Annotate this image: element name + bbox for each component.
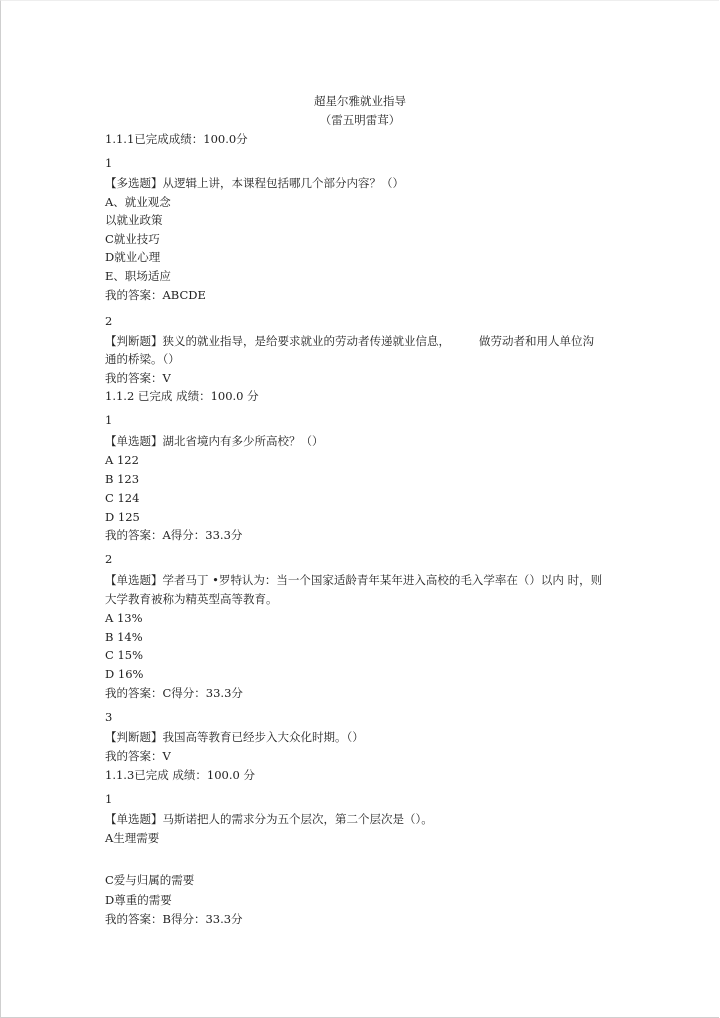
answer-option: A生理需要 — [105, 831, 160, 845]
question-stem-continued: 通的桥梁。（） — [105, 352, 180, 366]
my-answer: 我的答案：B得分：33.3分 — [105, 912, 243, 926]
answer-option: 以就业政策 — [105, 213, 163, 227]
document-title: 超星尔雅就业指导 — [314, 94, 406, 108]
question-stem: 【判断题】我国高等教育已经步入大众化时期。（） — [105, 730, 364, 744]
answer-option: B 123 — [105, 472, 140, 486]
answer-option: D 125 — [105, 510, 140, 524]
answer-option: E、职场适应 — [105, 269, 171, 283]
answer-option: A 122 — [105, 453, 139, 467]
answer-option: C爱与归属的需要 — [105, 873, 195, 887]
section-header: 1.1.1已完成成绩：100.0分 — [105, 132, 248, 146]
section-header: 1.1.3已完成 成绩：100.0 分 — [105, 768, 255, 782]
question-stem: 【单选题】马斯诺把人的需求分为五个层次，第二个层次是（）。 — [105, 812, 433, 826]
section-header: 1.1.2 已完成 成绩：100.0 分 — [105, 389, 259, 403]
question-stem-continued: 做劳动者和用人单位沟 — [479, 334, 594, 348]
document-subtitle: （雷五明雷茸） — [319, 113, 401, 127]
answer-option: D就业心理 — [105, 250, 161, 264]
answer-option: C就业技巧 — [105, 232, 160, 246]
my-answer: 我的答案：ABCDE — [105, 288, 206, 302]
answer-option: D 16% — [105, 667, 144, 681]
question-number: 1 — [105, 156, 113, 170]
my-answer: 我的答案：V — [105, 371, 171, 385]
question-stem: 【单选题】学者马丁 •罗特认为：当一个国家适龄青年某年进入高校的毛入学率在（）以内 时，则 — [105, 573, 603, 587]
my-answer: 我的答案：A得分：33.3分 — [105, 528, 243, 542]
answer-option: C 124 — [105, 491, 140, 505]
question-number: 3 — [105, 710, 113, 724]
question-stem: 【判断题】狭义的就业指导，是给要求就业的劳动者传递就业信息， — [105, 334, 450, 348]
my-answer: 我的答案：C得分：33.3分 — [105, 686, 243, 700]
question-number: 2 — [105, 314, 113, 328]
answer-option: D尊重的需要 — [105, 893, 172, 907]
answer-option: B 14% — [105, 630, 143, 644]
answer-option: A 13% — [105, 611, 143, 625]
answer-option: C 15% — [105, 648, 144, 662]
question-number: 1 — [105, 413, 113, 427]
answer-option: A、就业观念 — [105, 195, 171, 209]
question-stem: 【单选题】湖北省境内有多少所高校？（） — [105, 434, 324, 448]
question-number: 1 — [105, 792, 113, 806]
my-answer: 我的答案：V — [105, 749, 171, 763]
question-number: 2 — [105, 552, 113, 566]
question-stem: 【多选题】从逻辑上讲，本课程包括哪几个部分内容？（） — [105, 176, 404, 190]
question-stem-continued: 大学教育被称为精英型高等教育。 — [105, 592, 278, 606]
